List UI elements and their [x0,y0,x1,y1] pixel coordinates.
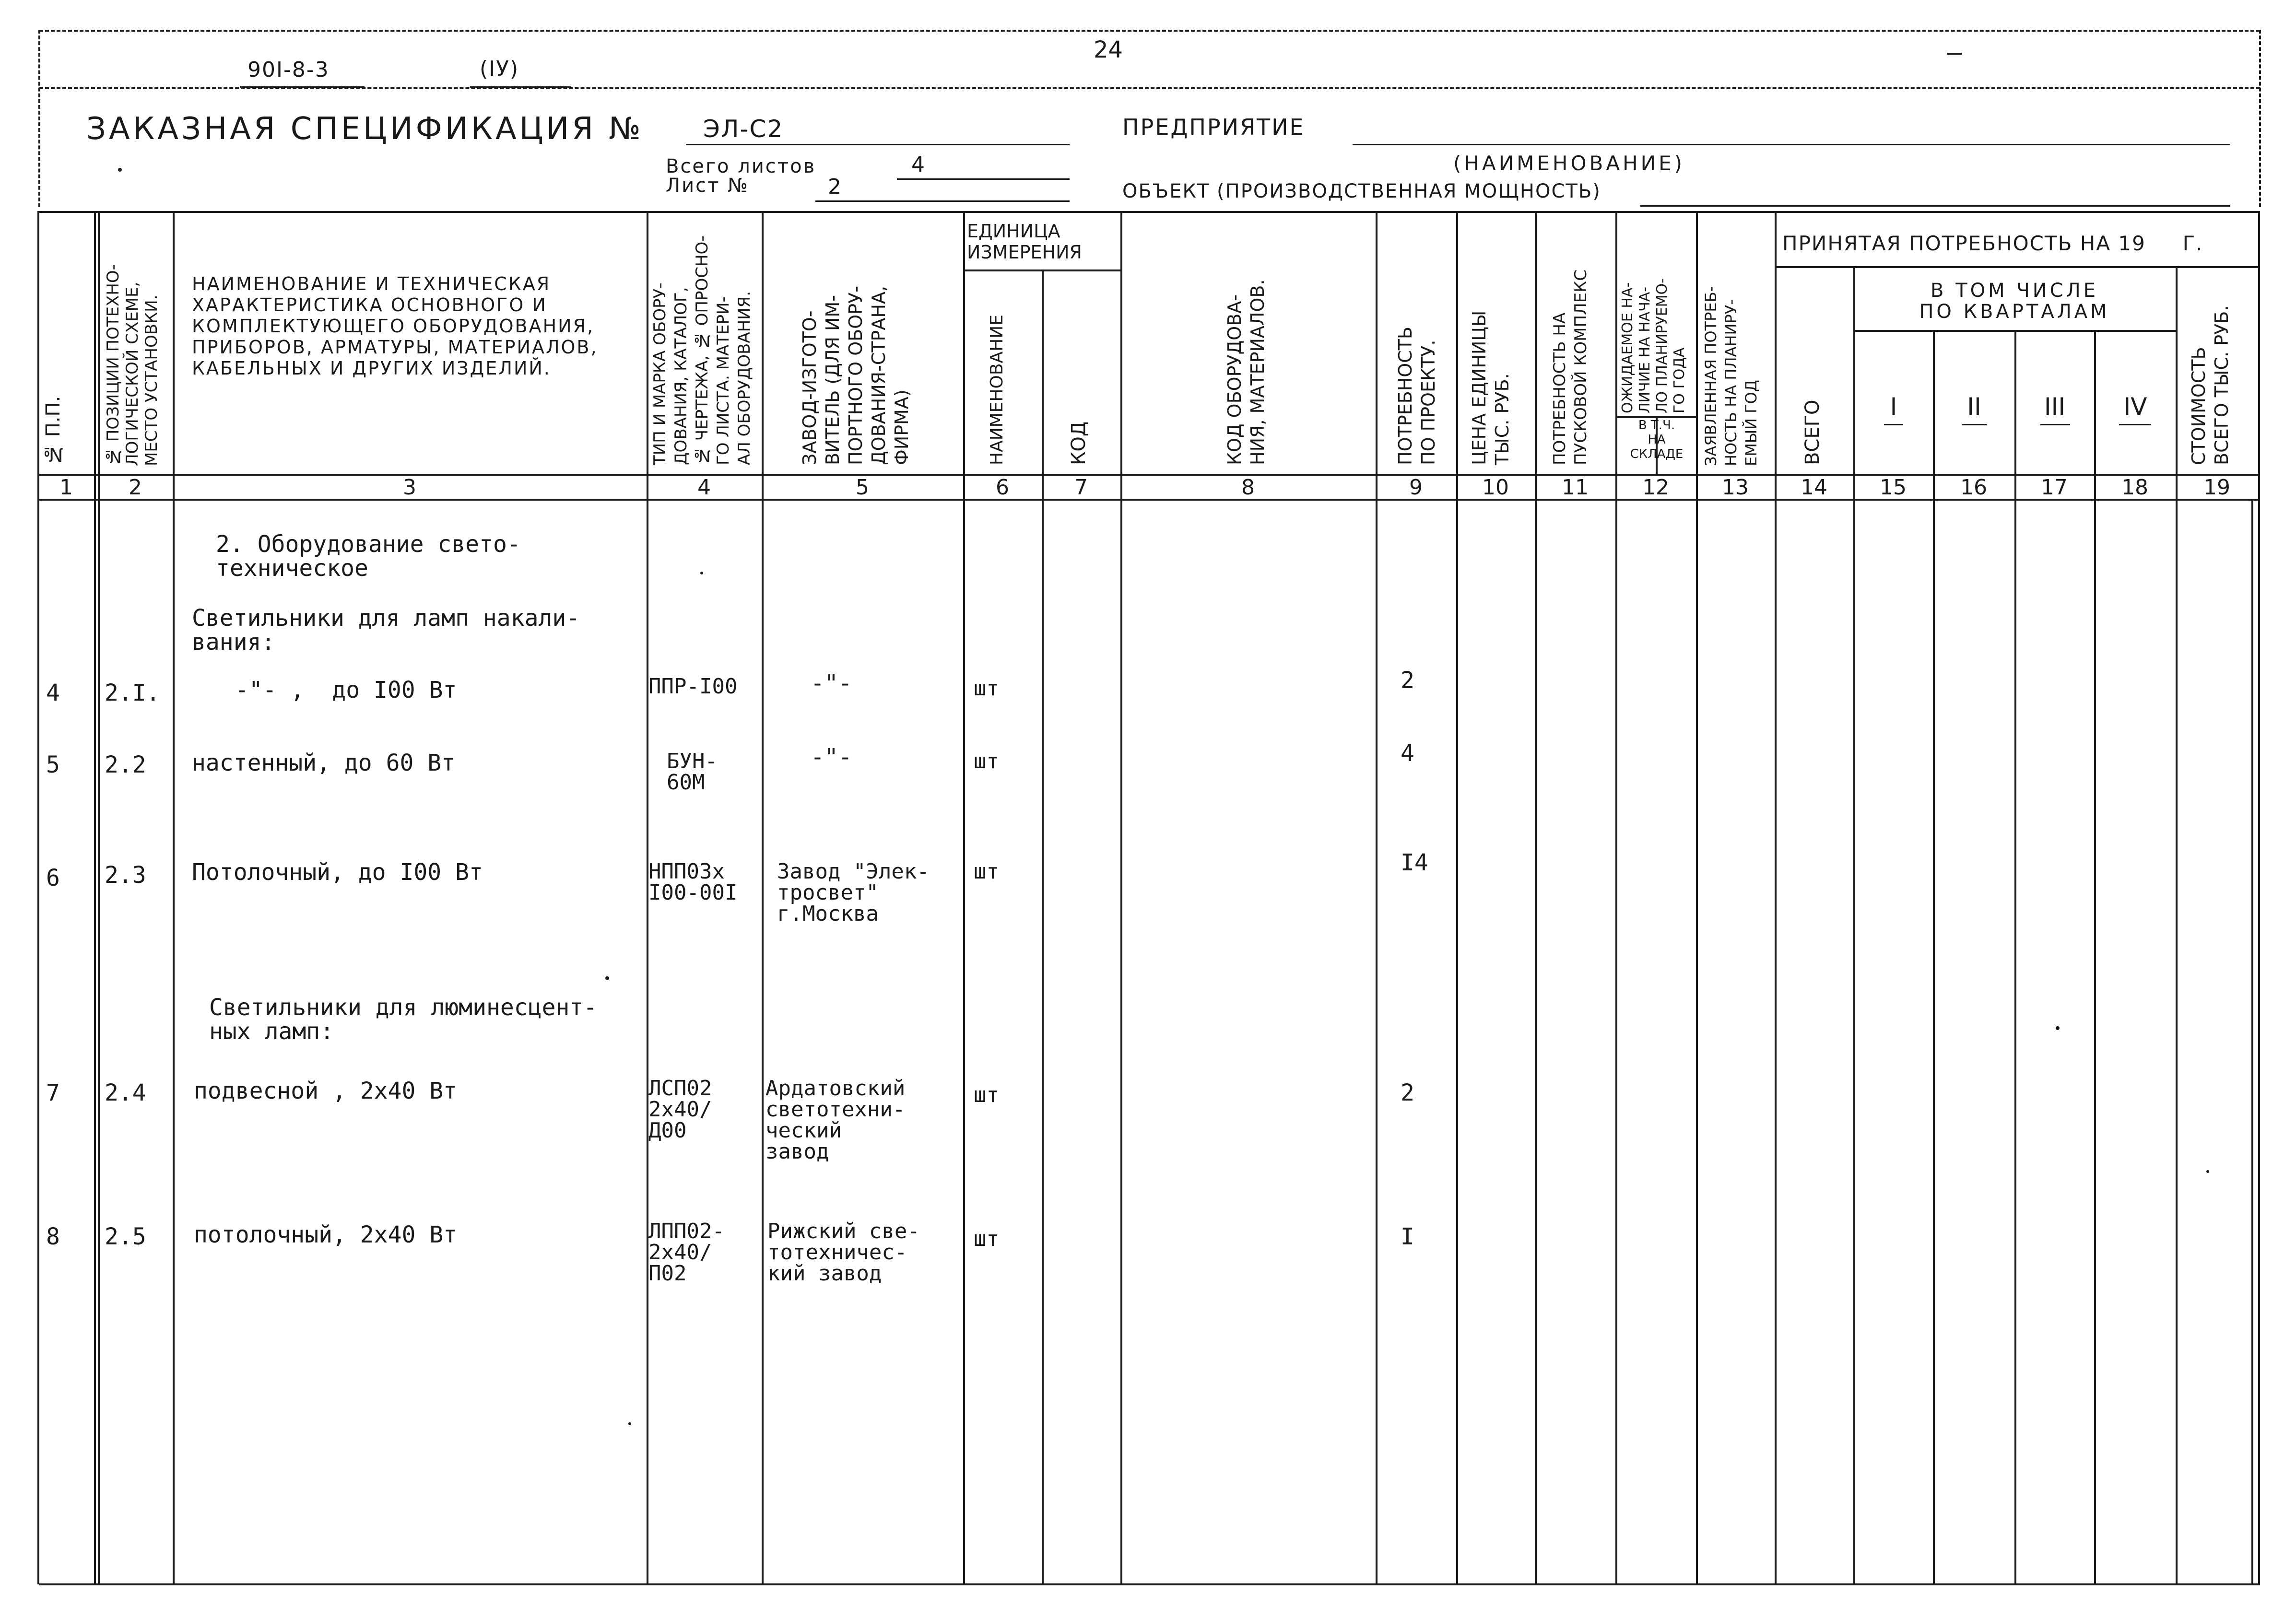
col-number: 9 [1409,475,1423,500]
table-row-type: ЛСП02 2х40/ Д00 [648,1076,712,1143]
col-number: 3 [403,475,416,500]
table-row-position: 2.3 [105,862,146,889]
table-row-unit: шт [974,859,999,884]
col-border-14 [1853,266,1855,1584]
col-border-17 [2094,330,2096,1584]
table-row-name: подвесной , 2х40 Вт [194,1078,458,1104]
col-number: 6 [996,475,1009,500]
spec-number-underline [686,144,1070,145]
table-row-number: 7 [46,1079,60,1106]
header-c6: НАИМЕНОВАНИЕ [987,315,1007,465]
header-c14: ВСЕГО [1801,399,1824,465]
col-border-0 [37,211,39,1584]
col-number: 15 [1880,475,1907,500]
table-row-qty: I4 [1401,849,1428,876]
sheets-total-underline [897,178,1070,180]
object-label: ОБЪЕКТ (ПРОИЗВОДСТВЕННАЯ МОЩНОСТЬ) [1122,180,1601,202]
col-border-12 [1696,211,1698,1584]
sheets-total-label: Всего листов [666,155,816,177]
header-c9: ПОТРЕБНОСТЬ ПО ПРОЕКТУ. [1395,327,1439,465]
section-subheading: Светильники для люминесцент- ных ламп: [209,994,598,1045]
table-row-position: 2.4 [105,1079,146,1106]
table-row-maker: -"- [811,670,852,697]
col-border-16 [2014,330,2016,1584]
col-number: 19 [2203,475,2230,500]
scan-speck [628,1422,631,1425]
col-number: 18 [2121,475,2148,500]
header-quarters: В ТОМ ЧИСЛЕ ПО КВАРТАЛАМ [1919,280,2110,323]
scan-speck [2206,1170,2209,1173]
col-border-8 [1376,211,1378,1584]
table-row-type: БУН- 60М [667,749,718,795]
frame-right [2259,30,2261,207]
header-c18: IV [2123,393,2147,421]
header-c5: ЗАВОД-ИЗГОТО- ВИТЕЛЬ (ДЛЯ ИМ- ПОРТНОГО ОБОРУ- ДОВАНИЯ-СТРАНА, ФИРМА) [799,285,912,465]
header-c12a: ОЖИДАЕМОЕ НА- ЛИЧИЕ НА НАЧА- ЛО ПЛАНИРУЕМО- ГО ГОДА [1619,278,1688,413]
accepted-line [1775,266,2259,268]
col-number: 11 [1562,475,1589,500]
doc-code-underline [240,86,365,88]
table-row-name: потолочный, 2х40 Вт [194,1221,458,1248]
col-border-7 [1120,211,1122,1584]
col-border-5 [963,211,965,1584]
table-row-number: 6 [46,865,60,891]
col-number: 13 [1722,475,1749,500]
col-border-18 [2176,266,2178,1584]
enterprise-underline [1353,144,2230,145]
col-number: 16 [1960,475,1987,500]
enterprise-label: ПРЕДПРИЯТИЕ [1122,114,1305,140]
table-row-unit: шт [974,1083,999,1107]
header-c7: КОД [1068,421,1090,465]
col-number: 4 [697,475,711,500]
header-c8: КОД ОБОРУДОВА- НИЯ, МАТЕРИАЛОВ. [1224,279,1268,465]
table-row-maker: Завод "Элек- тросвет" г.Москва [777,859,930,926]
page-number: 24 [1094,36,1123,63]
header-c4: ТИП И МАРКА ОБОРУ- ДОВАНИЯ, КАТАЛОГ, № ЧЕРТЕЖА, № ОПРОСНО- ГО ЛИСТА. МАТЕРИ- АЛ ОБОРУДОВАНИЯ. [650,235,754,465]
header-c15: I [1890,393,1897,421]
table-row-qty: I [1401,1223,1414,1250]
table-row-maker: Рижский све- тотехничес- кий завод [767,1219,920,1286]
col-number: 7 [1074,475,1088,500]
sheet-value: 2 [828,175,844,199]
header-c19: СТОИМОСТЬ ВСЕГО ТЫС. РУБ. [2188,305,2232,465]
col-border-9 [1456,211,1458,1584]
header-c12b: В Т.Ч. НА СКЛАДЕ [1630,418,1684,461]
table-row-number: 8 [46,1223,60,1250]
object-underline [1640,205,2230,207]
table-row-name: -"- , до I00 Вт [235,677,457,703]
unit-group-line [963,270,1120,271]
header-c1: № П.П. [42,396,64,465]
table-row-position: 2.5 [105,1223,146,1250]
sheet-underline [815,200,1070,202]
scan-speck [2056,1026,2060,1030]
table-row-type: ППР-I00 [648,674,738,699]
col-border-2 [173,211,175,1584]
header-c17-underline [2040,424,2070,425]
table-row-type: ЛПП02- 2х40/ П02 [648,1219,725,1286]
header-c16: II [1967,393,1981,421]
col-number: 5 [856,475,869,500]
table-row-qty: 2 [1401,1079,1414,1106]
col-border-1 [94,211,96,1584]
table-row-maker: -"- [811,744,852,771]
col-border-6 [1042,270,1044,1584]
scan-speck [700,572,703,574]
col-border-19 [2258,211,2260,1584]
col-number: 14 [1801,475,1827,500]
table-row-position: 2.I. [105,680,160,706]
header-c16-underline [1962,424,1987,425]
table-row-unit: шт [974,676,999,701]
col-border-15 [1933,330,1935,1584]
col-number: 2 [129,475,142,500]
col-number: 1 [59,475,73,500]
sheet-label: Лист № [666,175,749,197]
table-bottom-line [39,1583,2260,1585]
table-row-name: настенный, до 60 Вт [192,750,456,776]
header-c13: ЗАЯВЛЕННАЯ ПОТРЕБ- НОСТЬ НА ПЛАНИРУ- ЕМЫЙ ГОД [1702,286,1760,466]
table-row-position: 2.2 [105,751,146,778]
table-row-type: НПП03х I00-00I [648,859,738,905]
table-row-number: 5 [46,751,60,778]
table-row-qty: 4 [1401,740,1414,767]
col-number: 8 [1241,475,1255,500]
section-heading: 2. Оборудование свето- техническое [216,531,521,582]
doc-code: 90I-8-3 [247,58,330,82]
col-number: 10 [1482,475,1509,500]
spec-title: ЗАКАЗНАЯ СПЕЦИФИКАЦИЯ № [86,111,644,147]
header-c17: III [2044,393,2066,421]
name-hint: (НАИМЕНОВАНИЕ) [1453,152,1685,175]
col-border-4 [762,211,764,1584]
header-c15-underline [1884,424,1903,425]
col-border-13 [1775,211,1777,1584]
col-number: 17 [2041,475,2068,500]
scan-speck [1947,53,1962,55]
dot-mark [118,168,122,172]
header-divider [39,87,2260,89]
table-top-line [39,211,2260,213]
frame-top [39,30,2260,32]
col-border-19b [2251,499,2253,1584]
header-c11: ПОТРЕБНОСТЬ НА ПУСКОВОЙ КОМПЛЕКС [1550,270,1590,465]
table-row-name: Потолочный, до I00 Вт [192,859,483,886]
section-subheading: Светильники для ламп накали- вания: [192,605,580,656]
frame-left [38,30,40,207]
table-row-unit: шт [974,1227,999,1251]
spec-number: ЭЛ-С2 [703,115,784,143]
doc-part: (IУ) [480,57,519,81]
header-c18-underline [2119,424,2151,425]
doc-part-underline [470,86,571,88]
header-unit-group: ЕДИНИЦА ИЗМЕРЕНИЯ [967,221,1082,263]
header-c2: № ПОЗИЦИИ ПОТЕХНО- ЛОГИЧЕСКОЙ СХЕМЕ, МЕСТО УСТАНОВКИ. [104,264,161,466]
col-border-10 [1535,211,1537,1584]
sheets-total-value: 4 [911,152,928,177]
scan-speck [605,976,609,980]
header-c3: НАИМЕНОВАНИЕ И ТЕХНИЧЕСКАЯ ХАРАКТЕРИСТИКА ОСНОВНОГО И КОМПЛЕКТУЮЩЕГО ОБОРУДОВАНИЯ, ПРИБОРОВ, АРМАТУРЫ, МАТЕРИАЛОВ, КАБЕЛЬНЫХ И ДРУГИХ ИЗДЕЛИЙ. [192,273,598,379]
table-row-maker: Ардатовский светотехни- ческий завод [765,1076,906,1164]
table-row-qty: 2 [1401,667,1414,694]
table-row-unit: шт [974,749,999,773]
header-c10: ЦЕНА ЕДИНИЦЫ ТЫС. РУБ. [1469,310,1513,465]
col-number: 12 [1642,475,1669,500]
header-accepted: ПРИНЯТАЯ ПОТРЕБНОСТЬ НА 19 Г. [1782,232,2203,255]
col-border-1b [98,211,100,1584]
table-row-number: 4 [46,680,60,706]
